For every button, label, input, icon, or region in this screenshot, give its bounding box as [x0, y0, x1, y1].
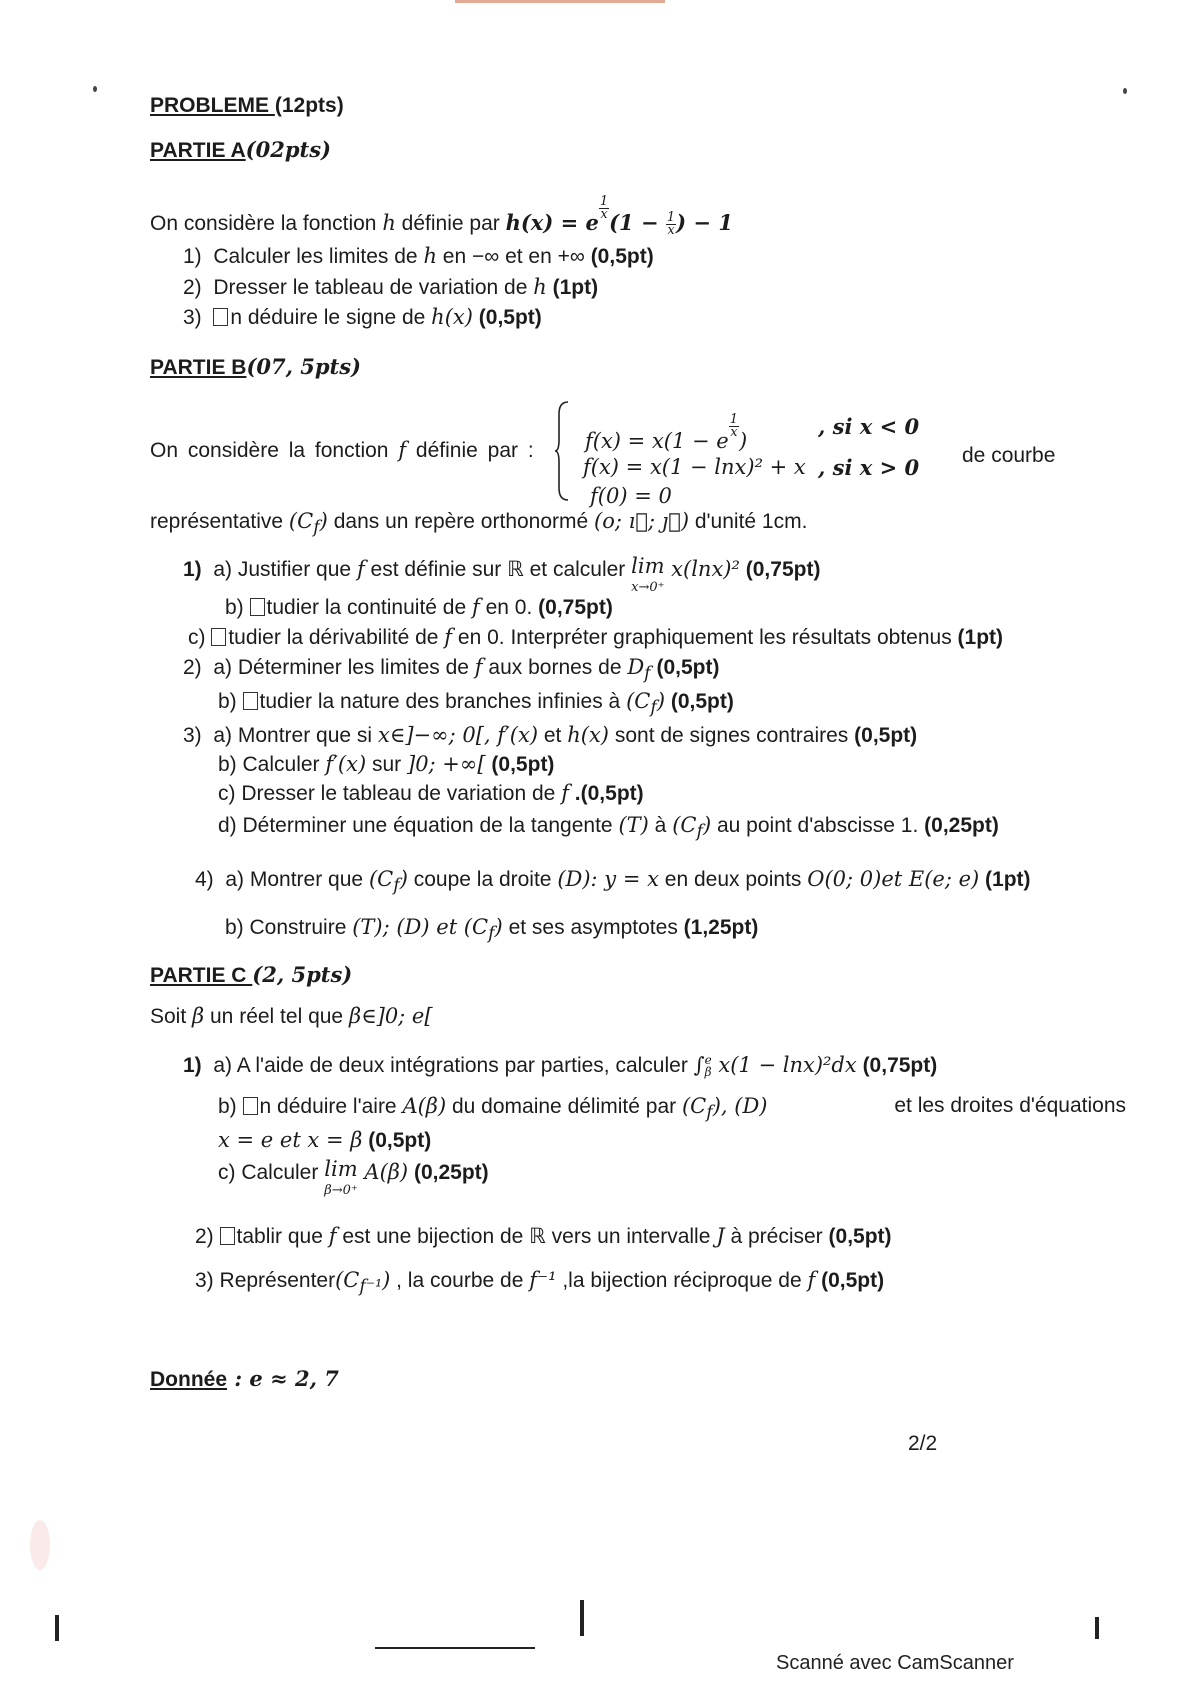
bottom-scan-line	[375, 1647, 535, 1649]
part-a-intro: On considère la fonction h définie par h(x) = e $\frac{1}{x}$ (1 − $\frac{1}{x}$ ) − 1	[150, 194, 733, 238]
missing-glyph-box	[250, 598, 265, 616]
part-c-intro: Soit β un réel tel que β∈]0; e[	[150, 1004, 433, 1028]
missing-glyph-box	[220, 1227, 235, 1245]
part-b-q3a: 3) a) Montrer que si x∈]−∞; 0[, f′(x) et h(x) sont de signes contraires (0,5pt)	[183, 723, 918, 747]
part-a-q3: 3) n déduire le signe de h(x) (0,5pt)	[183, 305, 542, 329]
part-c-q1c: c) Calculer lim β→0⁺ A(β) (0,25pt)	[218, 1157, 489, 1198]
left-margin-dot	[93, 86, 97, 92]
problem-heading: PROBLEME (12pts)	[150, 94, 344, 117]
part-b-q2a: 2) a) Déterminer les limites de f aux bornes de $D_f$ (0,5pt)	[183, 655, 720, 685]
part-b-q3c: c) Dresser le tableau de variation de f .(0,5pt)	[218, 781, 644, 805]
left-edge-smudge	[30, 1520, 50, 1570]
part-b-q3b: b) Calculer f′(x) sur ]0; +∞[ (0,5pt)	[218, 752, 555, 776]
piecewise-cond-1: , si x < 0	[818, 414, 920, 439]
part-b-q1a: 1) a) Justifier que f est définie sur ℝ et calculer lim x→0⁺ x(lnx)² (0,75pt)	[183, 554, 821, 595]
bottom-tick-center	[580, 1600, 584, 1636]
part-c-q1b-line2: x = e et x = β (0,5pt)	[218, 1128, 432, 1152]
part-b-q2b: b) tudier la nature des branches infinies à $(C_f)$ (0,5pt)	[218, 689, 734, 719]
missing-glyph-box	[211, 628, 226, 646]
bottom-tick-right	[1095, 1617, 1099, 1639]
page-number: 2/2	[908, 1432, 938, 1455]
part-b-intro-end: de courbe	[962, 444, 1056, 467]
part-c-q2: 2) tablir que f est une bijection de ℝ vers un intervalle J à préciser (0,5pt)	[195, 1224, 892, 1248]
part-b-heading: PARTIE B(07, 5pts)	[150, 354, 361, 379]
part-b-intro: On considère la fonction f définie par :	[150, 438, 534, 462]
missing-glyph-box	[213, 308, 228, 326]
right-margin-dot	[1123, 88, 1127, 94]
top-scan-mark	[455, 0, 665, 3]
piecewise-case-2: f(x) = x(1 − lnx)² + x	[583, 455, 806, 479]
part-b-q4a: 4) a) Montrer que $(C_f)$ coupe la droite (D): y = x en deux points O(0; 0)et E(e; e) (1pt)	[195, 867, 1031, 897]
part-b-q4b: b) Construire (T); (D) et $(C_f)$ et ses asymptotes (1,25pt)	[225, 915, 759, 945]
bottom-tick-left	[55, 1615, 59, 1641]
piecewise-cond-2: , si x > 0	[818, 455, 920, 480]
piecewise-brace	[555, 400, 569, 502]
part-b-q1c: c) tudier la dérivabilité de f en 0. Interpréter graphiquement les résultats obtenus (1pt)	[188, 625, 1004, 649]
part-c-q1a: 1) a) A l'aide de deux intégrations par parties, calculer ∫e β x(1 − lnx)²dx (0,75pt)	[183, 1053, 938, 1080]
part-b-q3d: d) Déterminer une équation de la tangente (T) à $(C_f)$ au point d'abscisse 1. (0,25pt)	[218, 813, 999, 843]
part-c-q3: 3) $Représenter(C_{f^{-1}})$ , la courbe de f⁻¹ ,la bijection réciproque de f (0,5pt)	[195, 1268, 885, 1298]
missing-glyph-box	[243, 1097, 258, 1115]
piecewise-case-3: f(0) = 0	[590, 484, 672, 508]
part-a-q2: 2) Dresser le tableau de variation de h (1pt)	[183, 275, 599, 299]
part-b-q1b: b) tudier la continuité de f en 0. (0,75pt)	[225, 595, 613, 619]
part-c-q1b: b) n déduire l'aire A(β) du domaine délimité par $(C_f)$, (D) et les droites d'équations	[218, 1094, 1126, 1124]
part-a-heading: PARTIE A(02pts)	[150, 137, 331, 162]
part-b-repr: représentative $(C_f)$ dans un repère orthonormé (o; ı⃗; ȷ⃗) d'unité 1cm.	[150, 509, 808, 539]
part-a-q1: 1) Calculer les limites de h en −∞ et en +∞ (0,5pt)	[183, 244, 654, 268]
donnee-line: Donnée : e ≈ 2, 7	[150, 1366, 339, 1391]
part-c-heading: PARTIE C (2, 5pts)	[150, 962, 353, 987]
missing-glyph-box	[243, 692, 258, 710]
scanner-watermark: Scanné avec CamScanner	[776, 1652, 1014, 1674]
piecewise-case-1: f(x) = x(1 − e $\frac{1}{x}$ )	[585, 412, 748, 453]
